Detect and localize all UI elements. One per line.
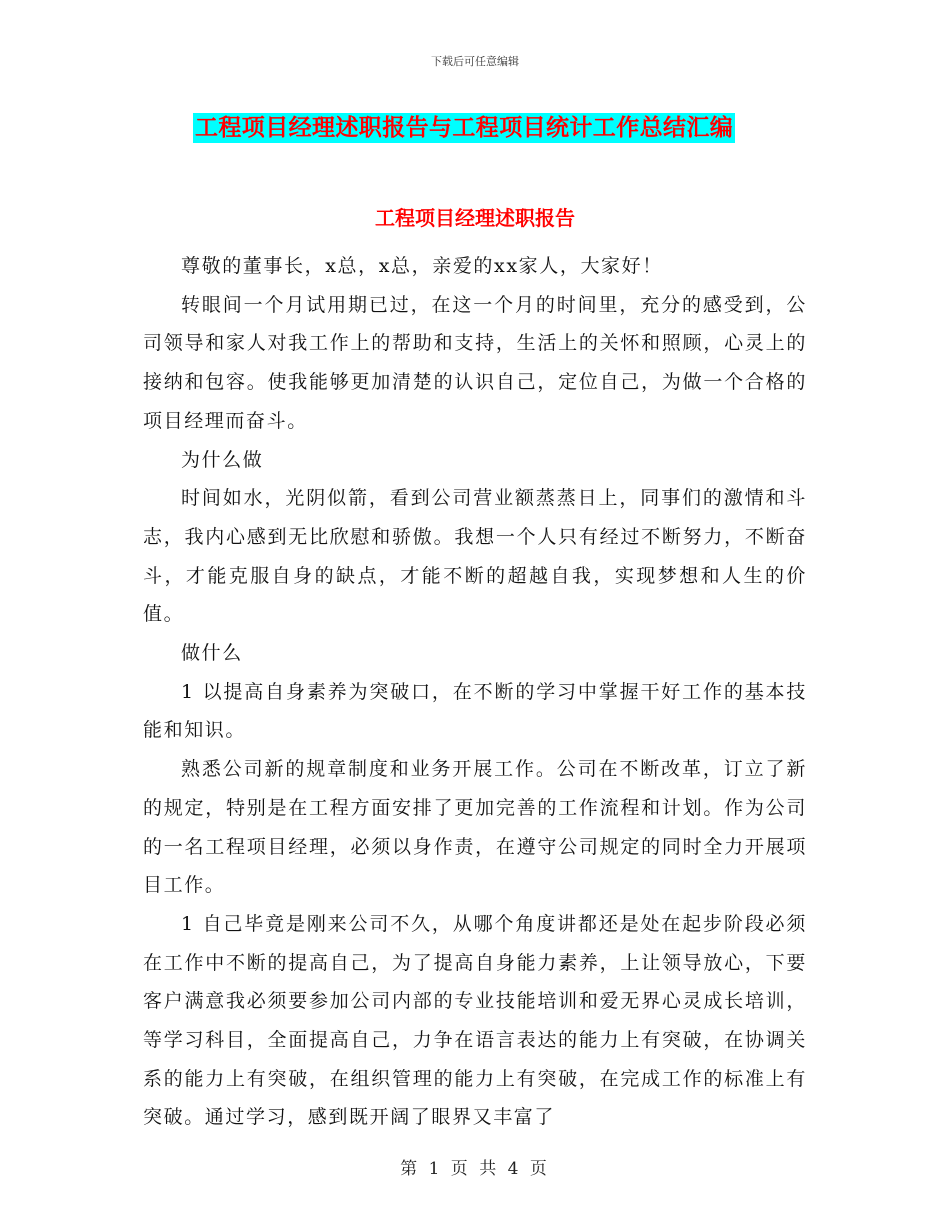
paragraph-why: 时间如水，光阴似箭，看到公司营业额蒸蒸日上，同事们的激情和斗志，我内心感到无比欣慰和骄傲。我想一个人只有经过不断努力，不断奋斗，才能克服自身的缺点，才能不断的超越自我，实现梦想和人生的价值。 xyxy=(143,487,807,626)
subheading-what: 做什么 xyxy=(181,642,243,665)
document-title: 工程项目经理述职报告与工程项目统计工作总结汇编 xyxy=(195,115,734,141)
page-footer: 第 1 页 共 4 页 xyxy=(400,1159,550,1179)
paragraph-rules: 熟悉公司新的规章制度和业务开展工作。公司在不断改革，订立了新的规定，特别是在工程方面安排了更加完善的工作流程和计划。作为公司的一名工程项目经理，必须以身作责，在遵守公司规定的同时全力开展项目工作。 xyxy=(143,758,807,897)
paragraph-intro: 转眼间一个月试用期已过，在这一个月的时间里，充分的感受到，公司领导和家人对我工作上的帮助和支持，生活上的关怀和照顾，心灵上的接纳和包容。使我能够更加清楚的认识自己，定位自己，为做一个合格的项目经理而奋斗。 xyxy=(143,293,807,432)
paragraph-greeting: 尊敬的董事长，x总，x总，亲爱的xx家人，大家好！ xyxy=(181,255,663,277)
paragraph-point-1: 1 以提高自身素养为突破口，在不断的学习中掌握干好工作的基本技能和知识。 xyxy=(143,680,807,742)
subheading-why: 为什么做 xyxy=(181,448,264,471)
section-title: 工程项目经理述职报告 xyxy=(375,206,575,230)
header-note: 下载后可任意编辑 xyxy=(431,55,519,68)
document-body xyxy=(143,247,807,1137)
paragraph-point-1-detail: 1 自己毕竟是刚来公司不久，从哪个角度讲都还是处在起步阶段必须在工作中不断的提高自己，为了提高自身能力素养，上让领导放心，下要客户满意我必须要参加公司内部的专业技能培训和爱无界心灵成长培训，等学习科目，全面提高自己，力争在语言表达的能力上有突破，在协调关系的能力上有突破，在组织管理的能力上有突破，在完成工作的标准上有突破。通过学习，感到既开阔了眼界又丰富了 xyxy=(143,912,807,1129)
